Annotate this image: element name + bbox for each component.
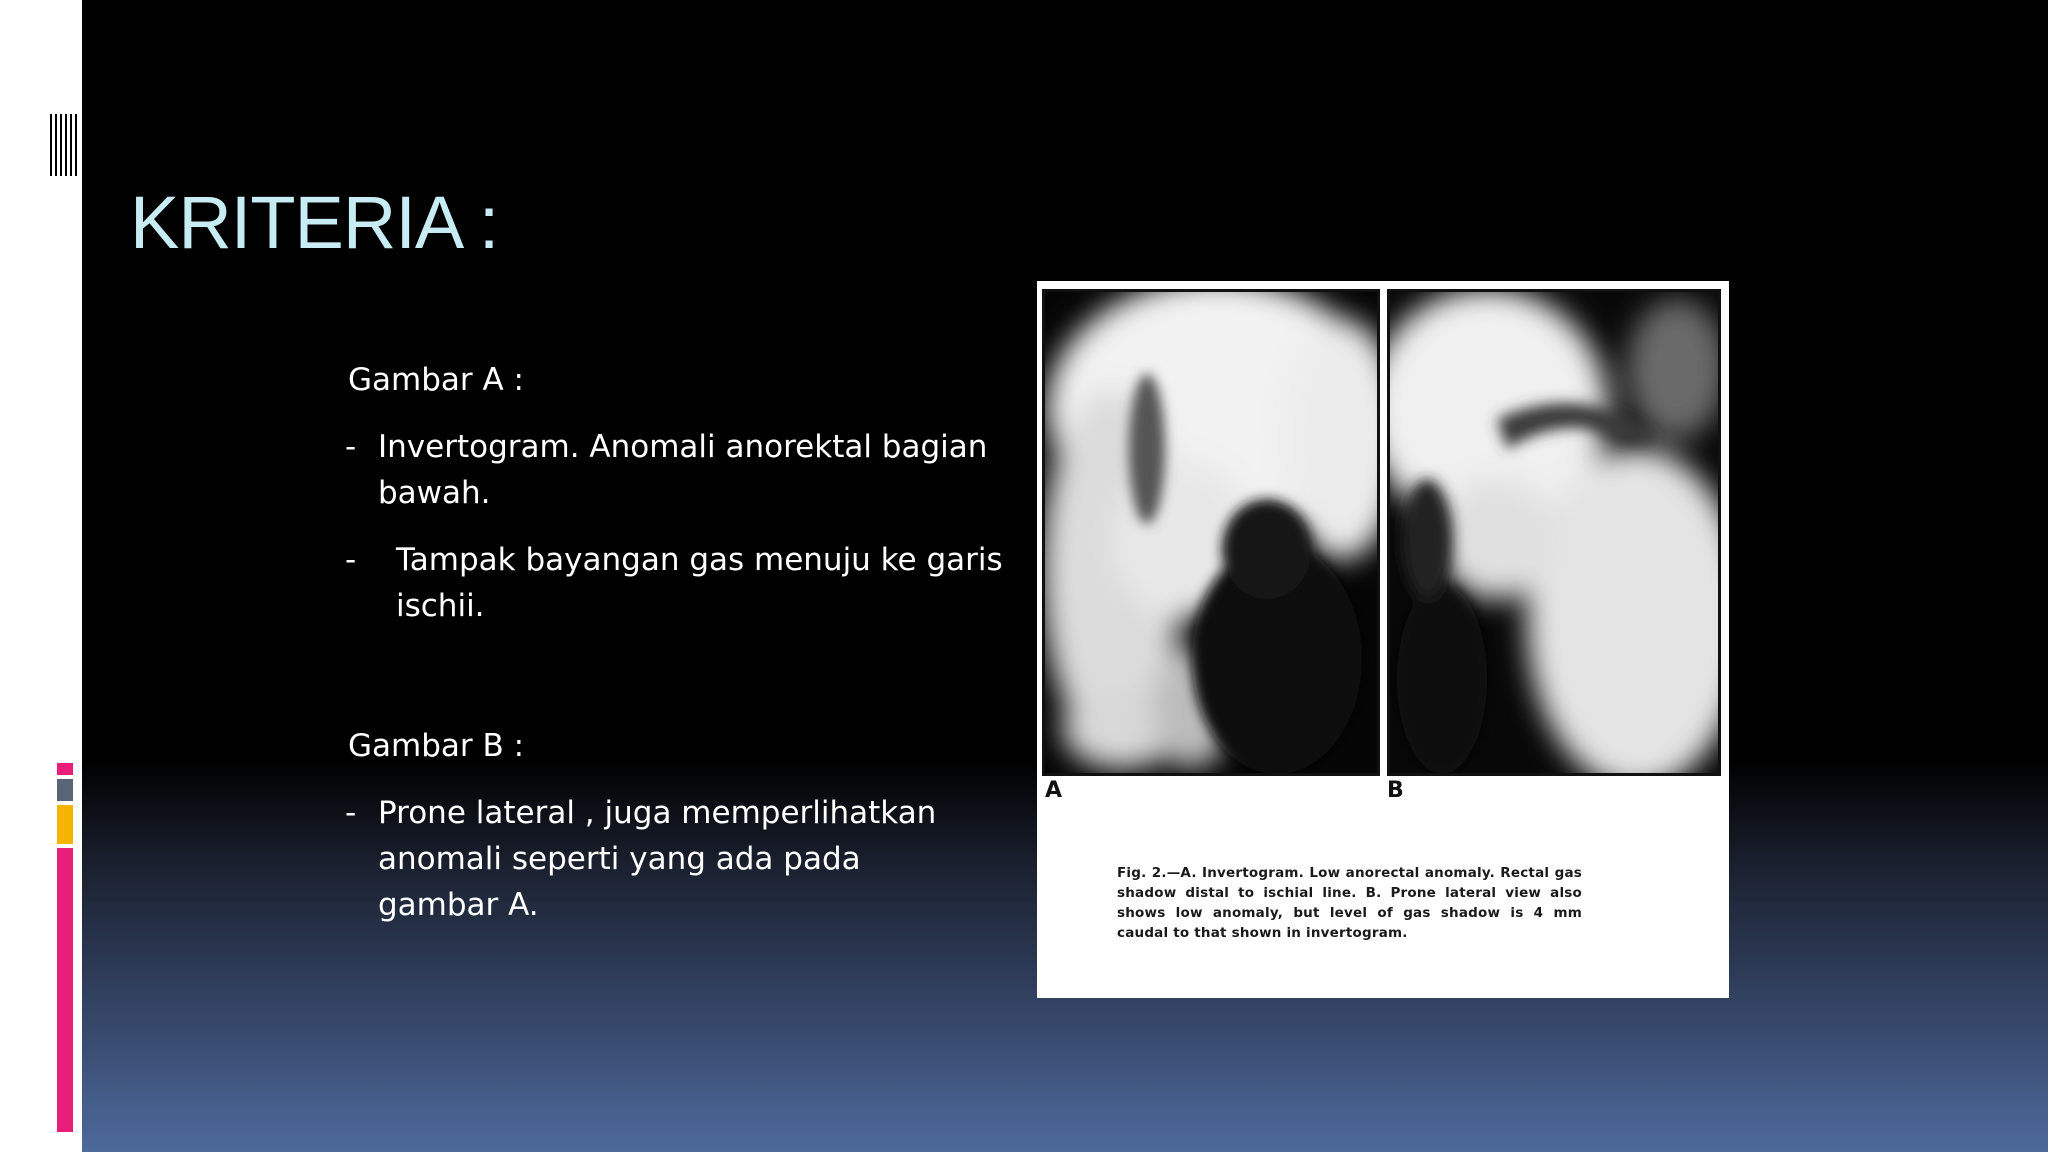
bullet-dash: - <box>345 795 357 831</box>
section-a-bullet-2 <box>345 537 1015 629</box>
bullet-line: Invertogram. Anomali anorektal bagian <box>378 429 988 465</box>
bullet-dash: - <box>345 542 357 578</box>
panel-label-a: A <box>1045 778 1063 803</box>
section-b-heading: Gambar B : <box>348 728 525 764</box>
xray-panel-a <box>1042 289 1380 776</box>
bullet-line: ischii. <box>396 588 485 624</box>
xray-image-b <box>1387 289 1721 776</box>
section-a-bullet-1 <box>345 424 1005 516</box>
bullet-dash: - <box>345 429 357 465</box>
bullet-line: Prone lateral , juga memperlihatkan <box>378 795 937 831</box>
decorative-stripes <box>47 114 80 176</box>
bullet-line: anomali seperti yang ada pada <box>378 841 861 877</box>
figure-caption: Fig. 2.—A. Invertogram. Low anorectal anomaly. Rectal gas shadow distal to ischial line. B. Prone lateral view also shows low anomaly, but level of gas shadow is 4 mm caudal to that shown in invertogram. <box>1117 865 1582 941</box>
section-b <box>348 723 524 769</box>
accent-bar-pink-small <box>57 763 73 775</box>
section-a <box>348 357 524 403</box>
xray-image-a <box>1042 289 1380 776</box>
section-a-heading: Gambar A : <box>348 362 524 398</box>
accent-bar-pink-tall <box>57 848 73 1132</box>
xray-figure <box>1037 281 1729 998</box>
bullet-line: bawah. <box>378 475 491 511</box>
bullet-line: Tampak bayangan gas menuju ke garis <box>396 542 1003 578</box>
section-b-bullet-1 <box>345 790 985 930</box>
accent-bar-slate <box>57 779 73 801</box>
xray-panel-b <box>1387 289 1721 776</box>
panel-label-b: B <box>1387 778 1404 803</box>
slide-title: KRITERIA : <box>130 181 499 264</box>
bullet-line: gambar A. <box>378 887 539 923</box>
accent-bar-gold <box>57 805 73 844</box>
